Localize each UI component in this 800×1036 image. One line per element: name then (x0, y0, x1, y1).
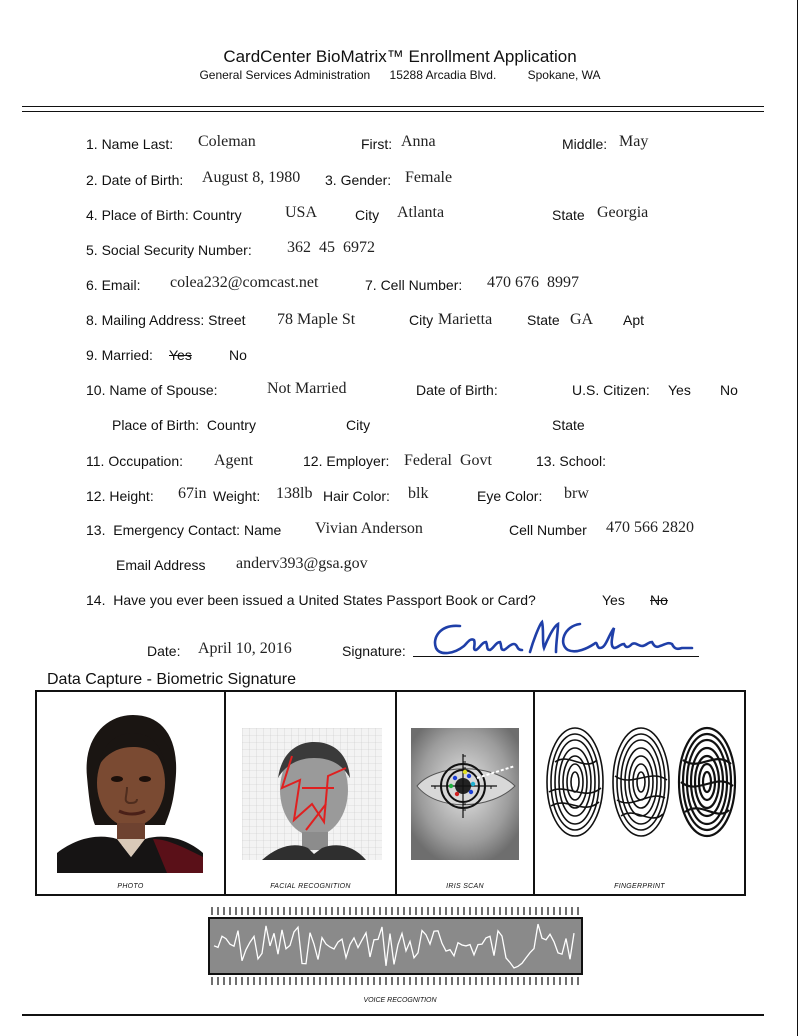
field-emergency-email[interactable]: anderv393@gsa.gov (236, 555, 368, 572)
label-eye: Eye Color: (477, 488, 543, 504)
label-emergency-email: Email Address (116, 557, 206, 573)
field-occupation[interactable]: Agent (214, 452, 254, 469)
label-apt: Apt (623, 312, 645, 328)
data-capture-title: Data Capture - Biometric Signature (47, 671, 296, 688)
field-birth-country[interactable]: USA (285, 204, 318, 221)
label-email: 6. Email: (86, 277, 141, 293)
label-birth-state: State (552, 207, 585, 223)
label-employer: 12. Employer: (303, 453, 390, 469)
field-emergency-name[interactable]: Vivian Anderson (315, 520, 423, 537)
field-email[interactable]: colea232@comcast.net (170, 274, 319, 291)
field-gender[interactable]: Female (405, 169, 453, 186)
label-cell: 7. Cell Number: (365, 277, 463, 293)
field-street[interactable]: 78 Maple St (277, 311, 356, 328)
voice-waveform-panel (208, 917, 583, 975)
label-passport: 14. Have you ever been issued a United States Passport Book or Card? (86, 592, 536, 608)
label-name-middle: Middle: (562, 136, 608, 152)
org-name: General Services Administration (199, 68, 371, 82)
label-spouse-dob: Date of Birth: (416, 382, 498, 398)
label-birth-city: City (355, 207, 380, 223)
label-citizen: U.S. Citizen: (572, 382, 650, 398)
label-birth-country: 4. Place of Birth: Country (86, 207, 242, 223)
option-passport-yes[interactable]: Yes (602, 592, 625, 608)
field-hair[interactable]: blk (408, 485, 429, 502)
label-married: 9. Married: (86, 347, 153, 363)
label-mail-city: City (409, 312, 434, 328)
option-married-yes[interactable]: Yes (169, 347, 192, 363)
label-gender: 3. Gender: (325, 172, 392, 188)
option-citizen-yes[interactable]: Yes (668, 382, 691, 398)
option-citizen-no[interactable]: No (720, 382, 738, 398)
label-emergency-name: 13. Emergency Contact: Name (86, 522, 282, 538)
iris-scan-image (411, 728, 519, 860)
field-name-last[interactable]: Coleman (198, 133, 256, 150)
label-spouse: 10. Name of Spouse: (86, 382, 218, 398)
photo-cell (37, 692, 226, 894)
label-hair: Hair Color: (323, 488, 390, 504)
label-street: 8. Mailing Address: Street (86, 312, 246, 328)
iris-caption: IRIS SCAN (446, 883, 484, 890)
label-spouse-birth-state: State (552, 417, 585, 433)
field-spouse[interactable]: Not Married (267, 380, 347, 397)
field-mail-state[interactable]: GA (570, 311, 594, 328)
facial-caption: FACIAL RECOGNITION (270, 883, 351, 890)
label-height: 12. Height: (86, 488, 154, 504)
facial-cell (226, 692, 397, 894)
fingerprint-cell (535, 692, 744, 894)
page-subtitle (0, 68, 800, 82)
option-married-no[interactable]: No (229, 347, 247, 363)
fingerprint-image (543, 722, 739, 842)
page-title: CardCenter BioMatrix™ Enrollment Application (223, 47, 577, 66)
label-dob: 2. Date of Birth: (86, 172, 184, 188)
field-cell[interactable]: 470 676 8997 (487, 274, 579, 291)
fingerprint-caption: FINGERPRINT (614, 883, 665, 890)
signature-image (430, 618, 700, 662)
field-name-first[interactable]: Anna (401, 133, 436, 150)
label-ssn: 5. Social Security Number: (86, 242, 252, 258)
label-signature: Signature: (342, 643, 406, 659)
label-occupation: 11. Occupation: (86, 453, 184, 469)
header-rule-top (22, 106, 764, 107)
field-mail-city[interactable]: Marietta (438, 311, 493, 328)
org-city: Spokane, WA (527, 68, 601, 82)
field-height[interactable]: 67in (178, 485, 207, 502)
field-dob[interactable]: August 8, 1980 (202, 169, 301, 186)
portrait-photo (57, 707, 203, 873)
label-weight: Weight: (213, 488, 261, 504)
biometric-capture-panel (35, 690, 746, 896)
field-date[interactable]: April 10, 2016 (198, 640, 292, 657)
field-ssn[interactable]: 362 45 6972 (287, 239, 375, 256)
voice-caption: VOICE RECOGNITION (363, 997, 437, 1004)
field-birth-city[interactable]: Atlanta (397, 204, 445, 221)
field-eye[interactable]: brw (564, 485, 589, 502)
label-spouse-birth-country: Place of Birth: Country (112, 417, 256, 433)
label-school: 13. School: (536, 453, 607, 469)
org-address: 15288 Arcadia Blvd. (389, 68, 497, 82)
iris-cell (397, 692, 535, 894)
bottom-rule (22, 1014, 764, 1016)
field-name-middle[interactable]: May (619, 133, 649, 150)
facial-recognition-image (242, 728, 382, 860)
label-name-first: First: (361, 136, 393, 152)
field-emergency-cell[interactable]: 470 566 2820 (606, 519, 694, 536)
label-date: Date: (147, 643, 181, 659)
field-employer[interactable]: Federal Govt (404, 452, 492, 469)
field-weight[interactable]: 138lb (276, 485, 313, 502)
field-birth-state[interactable]: Georgia (597, 204, 649, 221)
label-name-last: 1. Name Last: (86, 136, 174, 152)
voice-waveform-image (210, 919, 581, 973)
header-rule-bottom (22, 111, 764, 112)
label-spouse-birth-city: City (346, 417, 371, 433)
page-edge (797, 0, 798, 1036)
label-mail-state: State (527, 312, 560, 328)
option-passport-no[interactable]: No (650, 592, 668, 608)
label-emergency-cell: Cell Number (509, 522, 587, 538)
photo-caption: PHOTO (117, 883, 144, 890)
